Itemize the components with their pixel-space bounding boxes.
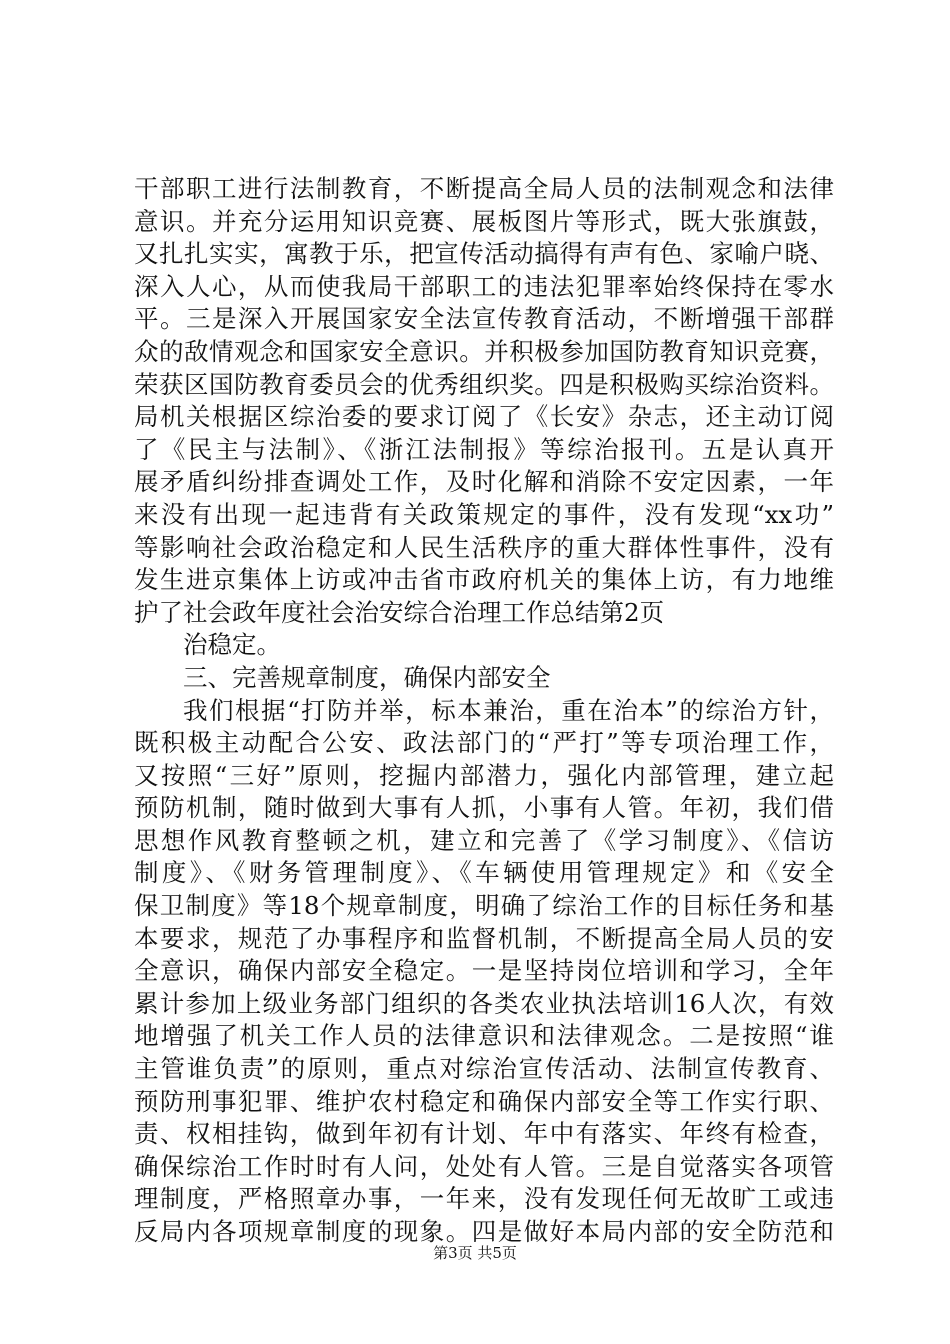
- text-line: 等影响社会政治稳定和人民生活秩序的重大群体性事件，没有: [134, 532, 834, 562]
- text-line: 又按照“三好”原则，挖掘内部潜力，强化内部管理，建立起: [134, 760, 834, 790]
- text-line: 预防刑事犯罪、维护农村稳定和确保内部安全等工作实行职、: [134, 1086, 834, 1116]
- text-line: 思想作风教育整顿之机，建立和完善了《学习制度》、《信访: [134, 825, 834, 855]
- section-heading: 三、完善规章制度，确保内部安全: [183, 662, 551, 692]
- text-line: 本要求，规范了办事程序和监督机制，不断提高全局人员的安: [134, 923, 834, 953]
- text-line: 全意识，确保内部安全稳定。一是坚持岗位培训和学习，全年: [134, 956, 834, 986]
- text-line: 局机关根据区综治委的要求订阅了《长安》杂志，还主动订阅: [134, 402, 834, 432]
- text-line: 既积极主动配合公安、政法部门的“严打”等专项治理工作，: [134, 728, 834, 758]
- text-line: 干部职工进行法制教育，不断提高全局人员的法制观念和法律: [134, 174, 834, 203]
- text-line: 平。三是深入开展国家安全法宣传教育活动，不断增强干部群: [134, 304, 834, 334]
- text-line: 反局内各项规章制度的现象。四是做好本局内部的安全防范和: [134, 1217, 834, 1246]
- text-line: 众的敌情观念和国家安全意识。并积极参加国防教育知识竞赛，: [134, 336, 834, 366]
- text-line: 制度》、《财务管理制度》、《车辆使用管理规定》和《安全: [134, 858, 834, 888]
- text-line: 深入人心，从而使我局干部职工的违法犯罪率始终保持在零水: [134, 271, 834, 301]
- text-line: 治稳定。: [183, 630, 281, 660]
- text-line: 理制度，严格照章办事，一年来，没有发现任何无故旷工或违: [134, 1184, 834, 1214]
- text-line: 累计参加上级业务部门组织的各类农业执法培训16人次，有效: [134, 988, 834, 1018]
- text-line: 预防机制，随时做到大事有人抓，小事有人管。年初，我们借: [134, 793, 834, 823]
- text-line: 了《民主与法制》、《浙江法制报》等综治报刊。五是认真开: [134, 434, 834, 464]
- paragraph-first-line: 我们根据“打防并举，标本兼治，重在治本”的综治方针，: [183, 695, 834, 725]
- text-line: 确保综治工作时时有人问，处处有人管。三是自觉落实各项管: [134, 1151, 834, 1181]
- text-line: 责、权相挂钩，做到年初有计划、年中有落实、年终有检查，: [134, 1119, 834, 1149]
- text-line: 地增强了机关工作人员的法律意识和法律观念。二是按照“谁: [134, 1021, 834, 1051]
- text-line: 又扎扎实实，寓教于乐，把宣传活动搞得有声有色、家喻户晓、: [134, 239, 834, 269]
- text-line: 发生进京集体上访或冲击省市政府机关的集体上访，有力地维: [134, 565, 834, 595]
- text-line: 荣获区国防教育委员会的优秀组织奖。四是积极购买综治资料。: [134, 369, 834, 399]
- text-line: 来没有出现一起违背有关政策规定的事件，没有发现“xx功”: [134, 499, 834, 529]
- text-line: 保卫制度》等18个规章制度，明确了综治工作的目标任务和基: [134, 891, 834, 921]
- text-line: 护了社会政年度社会治安综合治理工作总结第2页: [134, 597, 665, 627]
- text-line: 展矛盾纠纷排查调处工作，及时化解和消除不安定因素，一年: [134, 467, 834, 497]
- text-line: 主管谁负责”的原则，重点对综治宣传活动、法制宣传教育、: [134, 1054, 834, 1084]
- body-text: [134, 173, 834, 1249]
- page-footer: 第3页 共5页: [433, 1244, 517, 1262]
- text-line: 意识。并充分运用知识竞赛、展板图片等形式，既大张旗鼓，: [134, 206, 834, 236]
